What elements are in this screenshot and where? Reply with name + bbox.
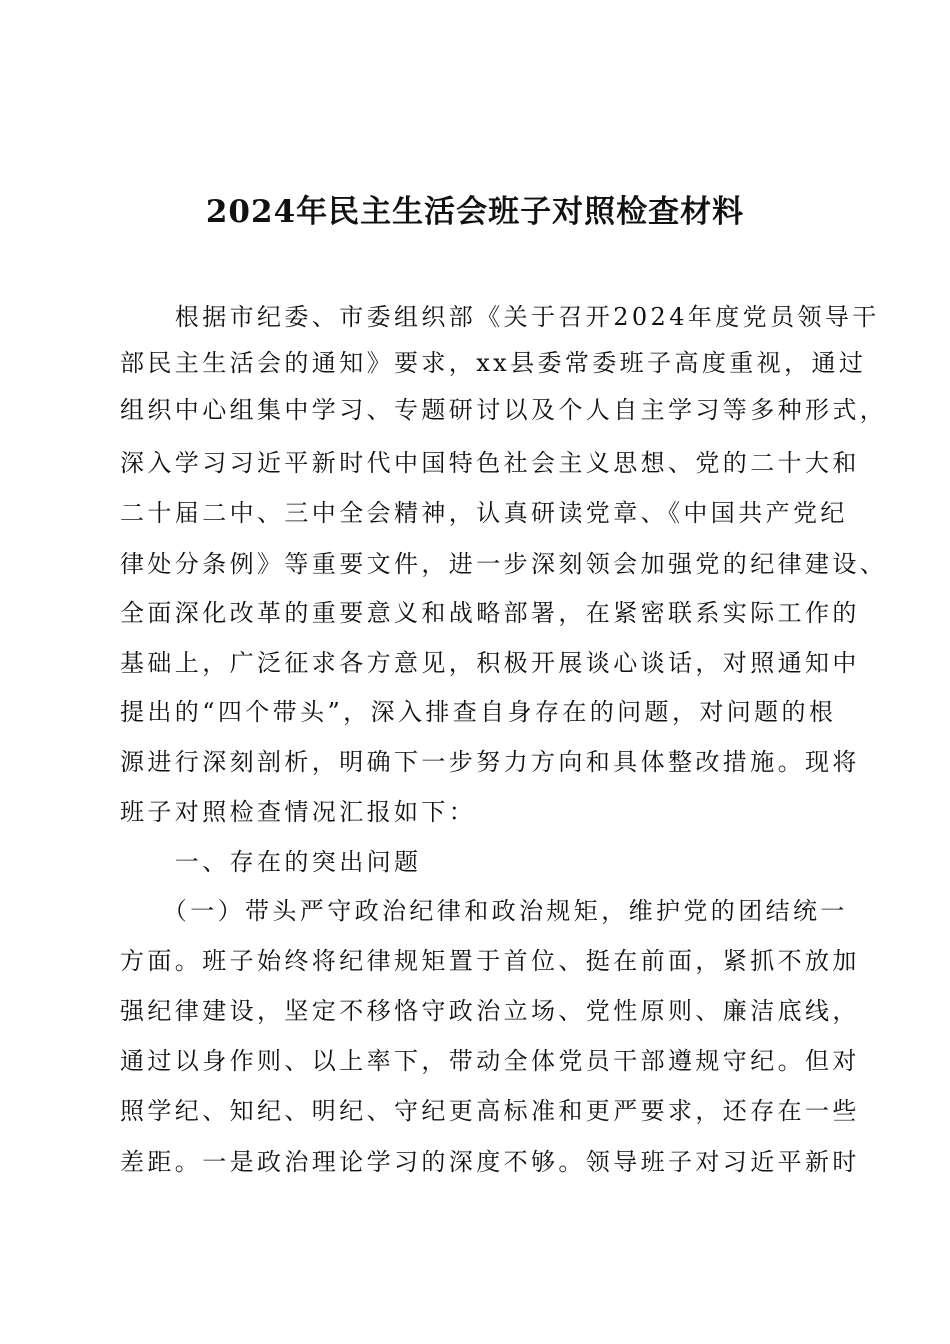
body-line: 方面。班子始终将纪律规矩置于首位、挺在前面，紧抓不放加 [120,947,860,975]
section-heading: 一、存在的突出问题 [120,848,422,876]
body-line: 源进行深刻剖析，明确下一步努力方向和具体整改措施。现将 [120,748,860,776]
body-line: 差距。一是政治理论学习的深度不够。领导班子对习近平新时 [120,1148,860,1176]
body-line: 组织中心组集中学习、专题研讨以及个人自主学习等多种形式， [120,396,888,424]
body-line: 深入学习习近平新时代中国特色社会主义思想、党的二十大和 [120,449,860,477]
document-title: 2024年民主生活会班子对照检查材料 [205,194,745,230]
body-line: 部民主生活会的通知》要求，xx县委常委班子高度重视，通过 [120,349,867,377]
body-line: 全面深化改革的重要意义和战略部署，在紧密联系实际工作的 [120,599,860,627]
body-line: 通过以身作则、以上率下，带动全体党员干部遵规守纪。但对 [120,1047,860,1075]
body-line: 班子对照检查情况汇报如下： [120,798,477,826]
body-line: 提出的“四个带头”，深入排查自身存在的问题，对问题的根 [120,698,837,726]
body-line: 照学纪、知纪、明纪、守纪更高标准和更严要求，还存在一些 [120,1097,860,1125]
body-line: 二十届二中、三中全会精神，认真研读党章、《中国共产党纪 [120,499,848,527]
body-line: 基础上，广泛征求各方意见，积极开展谈心谈话，对照通知中 [120,649,860,677]
body-line: 强纪律建设，坚定不移恪守政治立场、党性原则、廉洁底线， [120,997,860,1025]
body-line: （一）带头严守政治纪律和政治规矩，维护党的团结统一 [120,897,848,925]
body-line: 根据市纪委、市委组织部《关于召开2024年度党员领导干 [120,303,880,331]
body-line: 律处分条例》等重要文件，进一步深刻领会加强党的纪律建设、 [120,550,888,578]
